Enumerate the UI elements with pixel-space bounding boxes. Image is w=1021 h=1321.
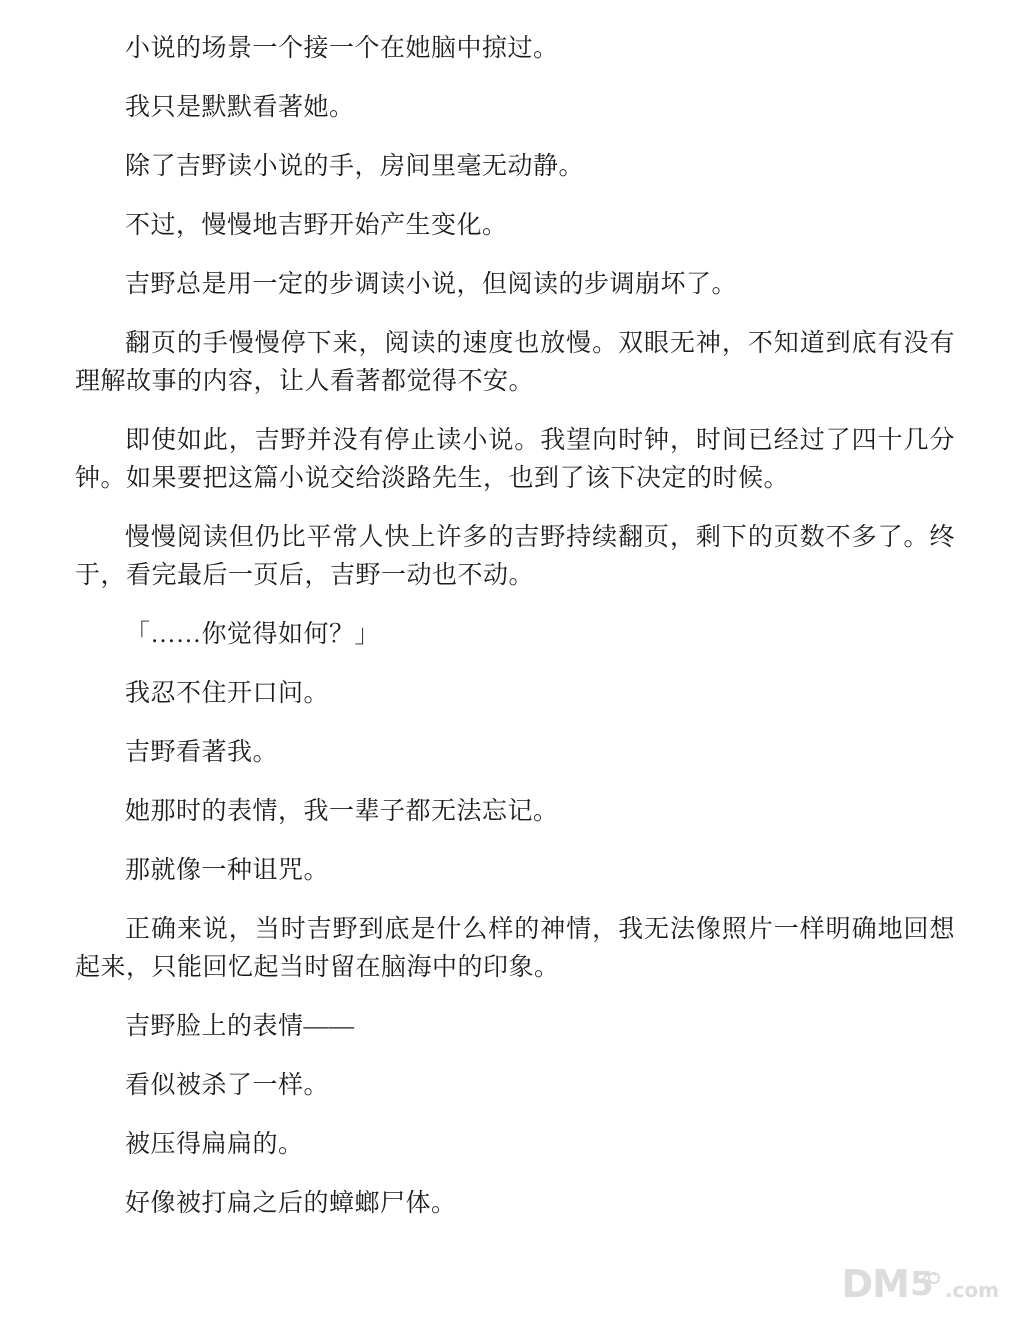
paragraph: 好像被打扁之后的蟑螂尸体。 (125, 1190, 457, 1217)
paragraph: 我忍不住开口问。 (125, 680, 330, 707)
watermark-logo-icon (910, 1271, 944, 1297)
paragraph: 正确来说，当时吉野到底是什么样的神情，我无法像照片一样明确地回想起来，只能回忆起当时留在脑海中的印象。 (75, 916, 955, 981)
paragraph: 即使如此，吉野并没有停止读小说。我望向时钟，时间已经过了四十几分钟。如果要把这篇小说交给淡路先生，也到了该下决定的时候。 (75, 427, 955, 492)
paragraph: 被压得扁扁的。 (125, 1131, 304, 1158)
paragraph: 小说的场景一个接一个在她脑中掠过。 (125, 35, 559, 62)
svg-text:5: 5 (909, 1271, 934, 1297)
site-watermark (841, 1262, 999, 1306)
paragraph: 吉野总是用一定的步调读小说，但阅读的步调崩坏了。 (125, 271, 738, 298)
paragraph: 吉野脸上的表情—— (125, 1013, 355, 1040)
paragraph: 吉野看著我。 (125, 739, 279, 766)
paragraph: 「……你觉得如何？」 (125, 621, 381, 648)
paragraph: 我只是默默看著她。 (125, 94, 355, 121)
paragraph: 那就像一种诅咒。 (125, 857, 330, 884)
page-text-body (75, 30, 955, 1244)
paragraph: 翻页的手慢慢停下来，阅读的速度也放慢。双眼无神，不知道到底有没有理解故事的内容，让人看著都觉得不安。 (75, 330, 955, 395)
watermark-suffix: .com (944, 1278, 999, 1302)
paragraph: 不过，慢慢地吉野开始产生变化。 (125, 212, 508, 239)
paragraph: 慢慢阅读但仍比平常人快上许多的吉野持续翻页，剩下的页数不多了。终于，看完最后一页后，吉野一动也不动。 (75, 524, 955, 589)
watermark-text: DM (841, 1262, 909, 1306)
paragraph: 除了吉野读小说的手，房间里毫无动静。 (125, 153, 585, 180)
paragraph: 她那时的表情，我一辈子都无法忘记。 (125, 798, 559, 825)
paragraph: 看似被杀了一样。 (125, 1072, 330, 1099)
